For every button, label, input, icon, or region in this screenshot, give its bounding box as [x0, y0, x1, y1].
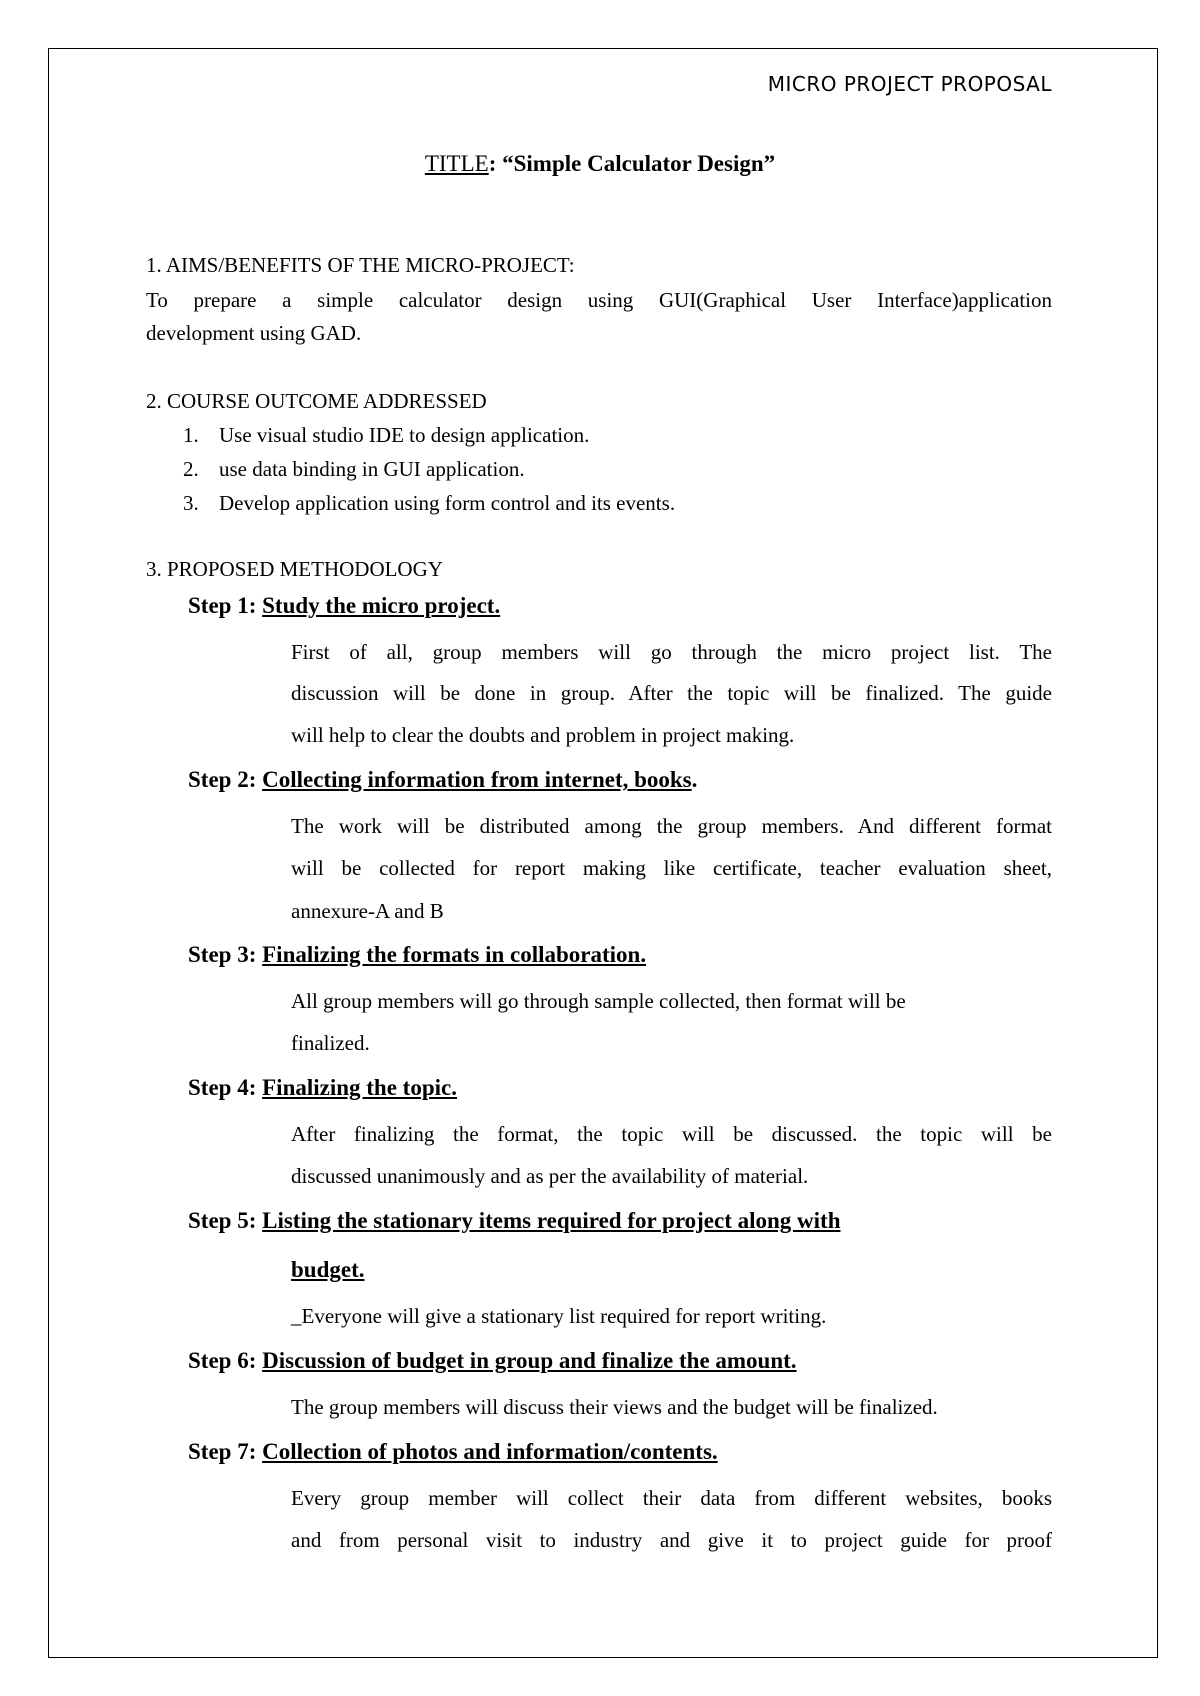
step-4-heading: [188, 1075, 457, 1101]
step-7-heading: [188, 1439, 718, 1465]
step-title: Finalizing the formats in collaboration.: [262, 942, 647, 967]
title-colon: :: [488, 151, 497, 176]
step-2-line-2: will be collected for report making like certificate, teacher evaluation sheet,: [291, 856, 1052, 880]
title-text: “Simple Calculator Design”: [502, 151, 776, 176]
step-1-line-2: discussion will be done in group. After the topic will be finalized. The guide: [291, 681, 1052, 705]
step-label: Step 1:: [188, 593, 257, 618]
step-4-line-1: After finalizing the format, the topic will be discussed. the topic will be: [291, 1122, 1052, 1146]
aims-line-1: To prepare a simple calculator design using GUI(Graphical User Interface)application: [146, 288, 1052, 312]
list-number: 3.: [183, 491, 199, 515]
step-title: Listing the stationary items required for project along with: [262, 1208, 841, 1233]
list-number: 2.: [183, 457, 199, 481]
step-5-heading-line-2: [291, 1257, 365, 1283]
step-label: Step 5:: [188, 1208, 257, 1233]
list-text: use data binding in GUI application.: [219, 457, 525, 481]
title-label: TITLE: [424, 151, 489, 176]
step-title: Study the micro project.: [262, 593, 501, 618]
step-6-heading: [188, 1348, 797, 1374]
step-1-heading: [188, 593, 500, 619]
step-label: Step 7:: [188, 1439, 257, 1464]
step-2-heading: [188, 767, 697, 793]
outcome-item: [183, 457, 525, 482]
outcome-item: [183, 491, 675, 516]
step-3-line-2: finalized.: [291, 1031, 370, 1055]
step-4-line-2: discussed unanimously and as per the availability of material.: [291, 1164, 809, 1188]
step-2-line-3: annexure-A and B: [291, 899, 444, 923]
outcomes-heading: 2. COURSE OUTCOME ADDRESSED: [146, 389, 487, 413]
step-3-line-1: All group members will go through sample collected, then format will be: [291, 989, 906, 1013]
step-7-line-2: and from personal visit to industry and give it to project guide for proof: [291, 1528, 1052, 1552]
step-label: Step 2:: [188, 767, 257, 792]
step-label: Step 6:: [188, 1348, 257, 1373]
step-title-line-2: budget.: [291, 1257, 365, 1282]
step-7-line-1: Every group member will collect their data from different websites, books: [291, 1486, 1052, 1510]
step-label: Step 3:: [188, 942, 257, 967]
page-header: MICRO PROJECT PROPOSAL: [767, 72, 1052, 96]
step-title: Collecting information from internet, books: [262, 767, 692, 792]
step-title: Discussion of budget in group and finalize the amount.: [262, 1348, 797, 1373]
step-6-line-1: The group members will discuss their views and the budget will be finalized.: [291, 1395, 938, 1419]
aims-line-2: development using GAD.: [146, 321, 362, 345]
methodology-heading: 3. PROPOSED METHODOLOGY: [146, 557, 443, 581]
step-3-heading: [188, 942, 646, 968]
outcome-item: [183, 423, 589, 448]
list-text: Use visual studio IDE to design application.: [219, 423, 590, 447]
step-5-line-1: _Everyone will give a stationary list required for report writing.: [291, 1304, 827, 1328]
step-title: Collection of photos and information/contents.: [262, 1439, 718, 1464]
document-title: [0, 151, 1200, 177]
list-number: 1.: [183, 423, 199, 447]
list-text: Develop application using form control and its events.: [219, 491, 676, 515]
step-5-heading: [188, 1208, 841, 1234]
step-1-line-3: will help to clear the doubts and problem in project making.: [291, 723, 795, 747]
step-label: Step 4:: [188, 1075, 257, 1100]
step-title-suffix: .: [691, 767, 698, 792]
step-2-line-1: The work will be distributed among the group members. And different format: [291, 814, 1052, 838]
aims-heading: 1. AIMS/BENEFITS OF THE MICRO-PROJECT:: [146, 253, 575, 277]
step-title: Finalizing the topic.: [262, 1075, 457, 1100]
step-1-line-1: First of all, group members will go through the micro project list. The: [291, 640, 1052, 664]
